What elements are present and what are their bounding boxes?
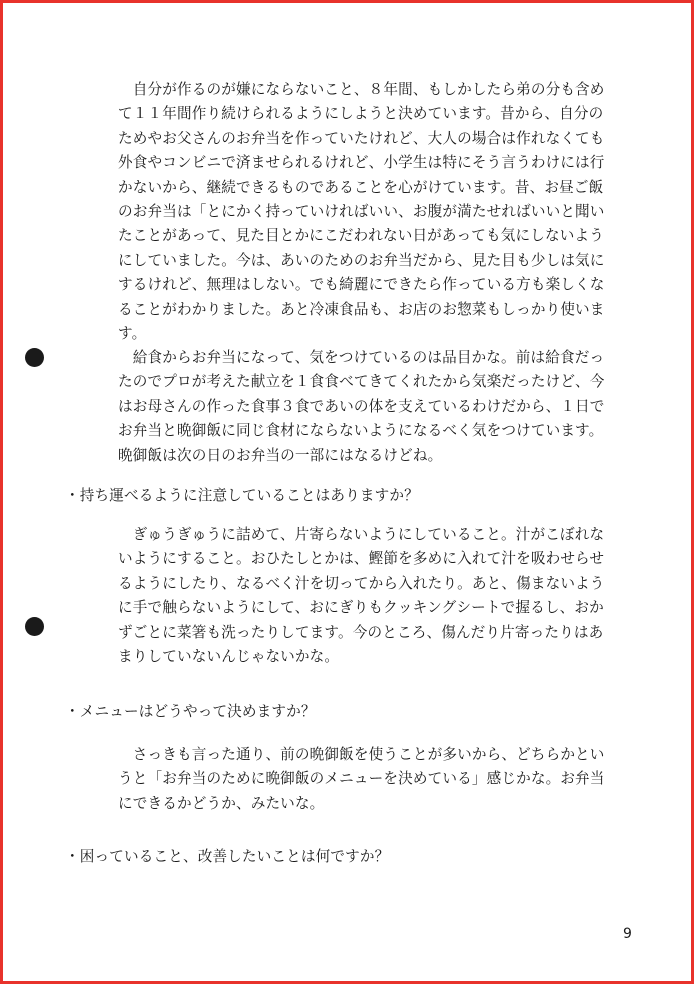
- binder-hole-bottom: [25, 617, 44, 636]
- text-line: ることがわかりました。あと冷凍食品も、お店のお惣菜もしっかり使いま: [118, 300, 605, 318]
- text-line: ぎゅうぎゅうに詰めて、片寄らないようにしていること。汁がこぼれな: [118, 526, 605, 543]
- paragraph-food-variety: [118, 346, 605, 468]
- text-line: ずごとに菜箸も洗ったりしてます。今のところ、傷んだり片寄ったりはあ: [118, 623, 604, 641]
- paragraph-bento-policy: [118, 78, 605, 346]
- question-portability: ・持ち運べるように注意していることはありますか？: [65, 487, 419, 504]
- question-problems: ・困っていること、改善したいことは何ですか？: [65, 848, 390, 865]
- paragraph-portability-answer: [118, 523, 605, 669]
- text-line: のお弁当は「とにかく持っていければいい、お腹が満たせればいいと聞い: [118, 203, 605, 221]
- text-line: お弁当と晩御飯に同じ食材にならないようになるべく気をつけています。: [118, 422, 604, 440]
- text-line: まりしていないんじゃないかな。: [118, 648, 340, 666]
- text-line: うと「お弁当のために晩御飯のメニューを決めている」感じかな。お弁当: [118, 770, 605, 788]
- text-line: はお母さんの作った食事３食であいの体を支えているわけだから、１日で: [118, 397, 605, 415]
- text-line: さっきも言った通り、前の晩御飯を使うことが多いから、どちらかとい: [118, 746, 605, 763]
- page-number: 9: [623, 926, 632, 942]
- text-line: 外食やコンビニで済ませられるけれど、小学生は特にそう言うわけには行: [118, 154, 605, 172]
- text-line: するけれど、無理はしない。でも綺麗にできたら作っている方も楽しくな: [118, 276, 605, 294]
- text-line: いようにすること。おひたしとかは、鰹節を多めに入れて汁を吸わせらせ: [118, 550, 605, 568]
- text-line: す。: [118, 325, 147, 343]
- text-line: たのでプロが考えた献立を１食食べてきてくれたから気楽だったけど、今: [118, 373, 605, 391]
- text-line: かないから、継続できるものであることを心がけています。昔、お昼ご飯: [118, 178, 604, 196]
- text-line: に手で触らないようにして、おにぎりもクッキングシートで握るし、おか: [118, 599, 604, 617]
- text-line: ためやお父さんのお弁当を作っていたけれど、大人の場合は作れなくても: [118, 129, 605, 147]
- text-line: 給食からお弁当になって、気をつけているのは品目かな。前は給食だっ: [118, 349, 605, 366]
- text-line: にできるかどうか、みたいな。: [118, 794, 325, 812]
- binder-hole-top: [25, 348, 44, 367]
- text-line: 自分が作るのが嫌にならないこと、８年間、もしかしたら弟の分も含め: [118, 81, 605, 98]
- text-line: にしていました。今は、あいのためのお弁当だから、見た目も少しは気に: [118, 251, 605, 269]
- text-line: 晩御飯は次の日のお弁当の一部にはなるけどね。: [118, 446, 443, 464]
- paragraph-menu-answer: [118, 743, 605, 816]
- question-menu: ・メニューはどうやって決めますか？: [65, 703, 316, 720]
- text-line: て１１年間作り続けられるようにしようと決めています。昔から、自分の: [118, 105, 604, 123]
- text-line: るようにしたり、なるべく汁を切ってから入れたり。あと、傷まないよう: [118, 574, 605, 592]
- text-line: たことがあって、見た目とかにこだわれない日があっても気にしないよう: [118, 227, 604, 245]
